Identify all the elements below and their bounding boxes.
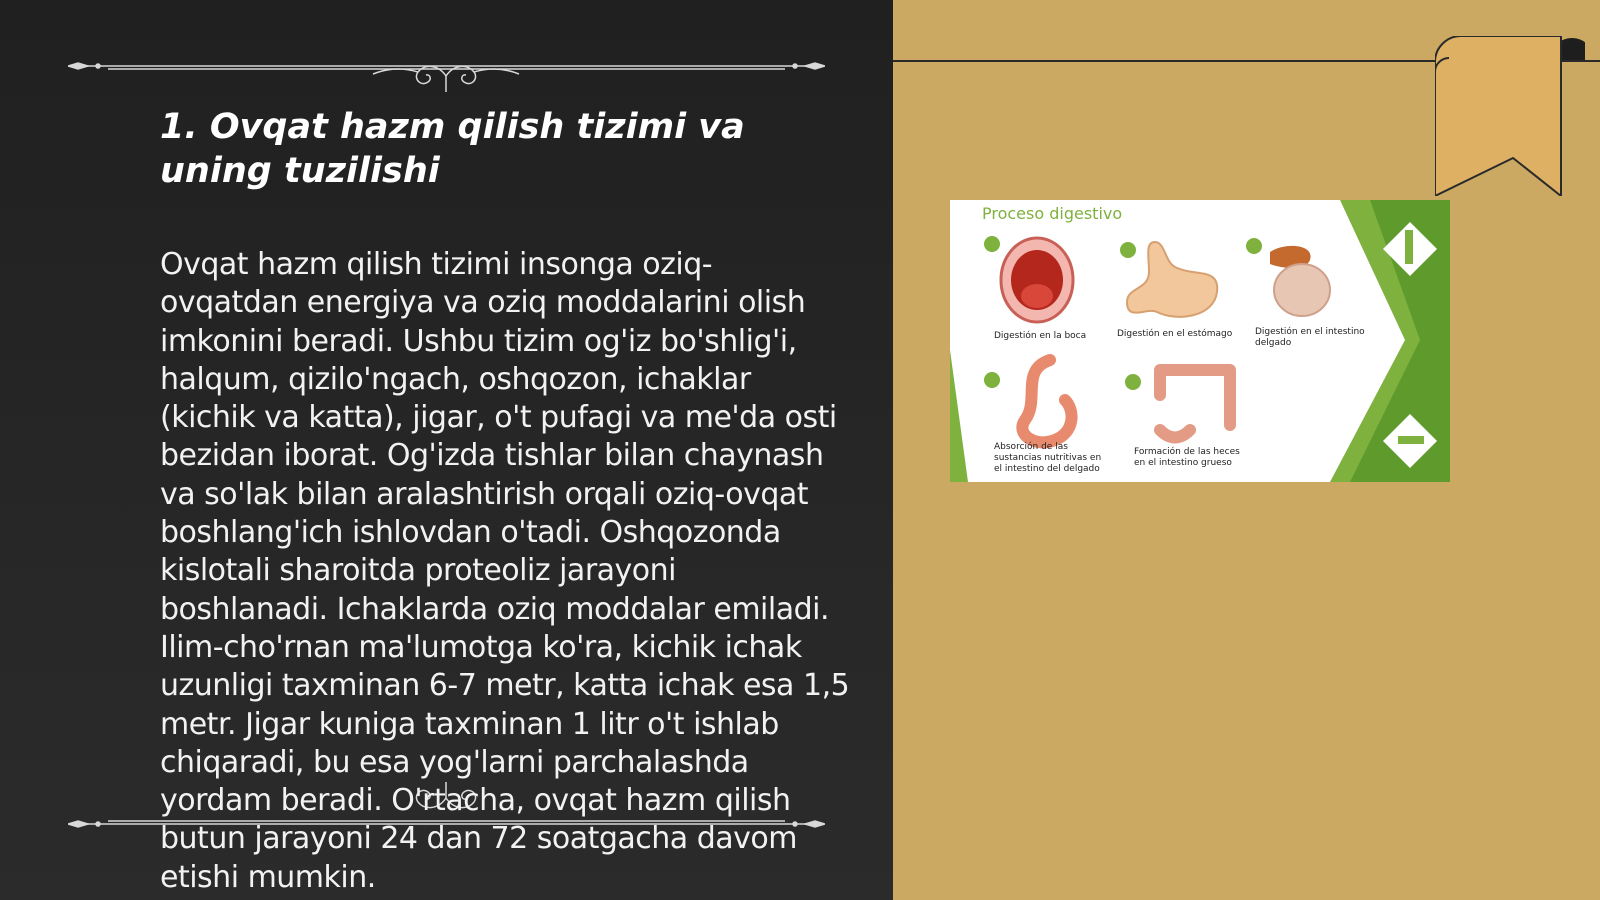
caption-stomach: Digestión en el estómago xyxy=(1117,329,1233,339)
ornament-divider-top xyxy=(68,42,825,92)
figure-title: Proceso digestivo xyxy=(982,204,1123,223)
slide-body-text: Ovqat hazm qilish tizimi insonga oziq-ovqatdan energiya va oziq moddalarini olish imkonini beradi. Ushbu tizim og'iz bo'shlig'i, halqum, qizilo'ngach, oshqozon, ichaklar (kichik va katta), jigar, o't pufagi va me'da osti bezidan iborat. Og'izda tishlar bilan chaynash va so'lak bilan aralashtirish orqali oziq-ovqat boshlang'ich ishlovdan o'tadi. Oshqozonda kislotali sharoitda proteoliz jarayoni boshlanadi. Ichaklarda oziq moddalar emiladi. Ilim-cho'rnan ma'lumotga ko'ra, kichik ichak uzunligi taxminan 6-7 metr, katta ichak esa 1,5 metr. Jigar kuniga taxminan 1 litr o't ishlab chiqaradi, bu esa yog'larni parchalashda yordam beradi. O'rtacha, ovqat hazm qilish butun jarayoni 24 dan 72 soatgacha davom etishi mumkin. xyxy=(160,247,850,895)
caption-mouth: Digestión en la boca xyxy=(994,331,1087,341)
digestive-process-figure xyxy=(950,200,1450,482)
caption-absorption: Absorción de las sustancias nutritivas en el intestino del delgado xyxy=(994,442,1102,474)
bookmark-ribbon-icon xyxy=(1435,36,1585,196)
slide-title: 1. Ovqat hazm qilish tizimi va uning tuzilishi xyxy=(160,107,745,191)
caption-small-intestine: Digestión en el intestino delgado xyxy=(1255,327,1365,348)
caption-large-intestine: Formación de las heces en el intestino grueso xyxy=(1134,447,1240,468)
